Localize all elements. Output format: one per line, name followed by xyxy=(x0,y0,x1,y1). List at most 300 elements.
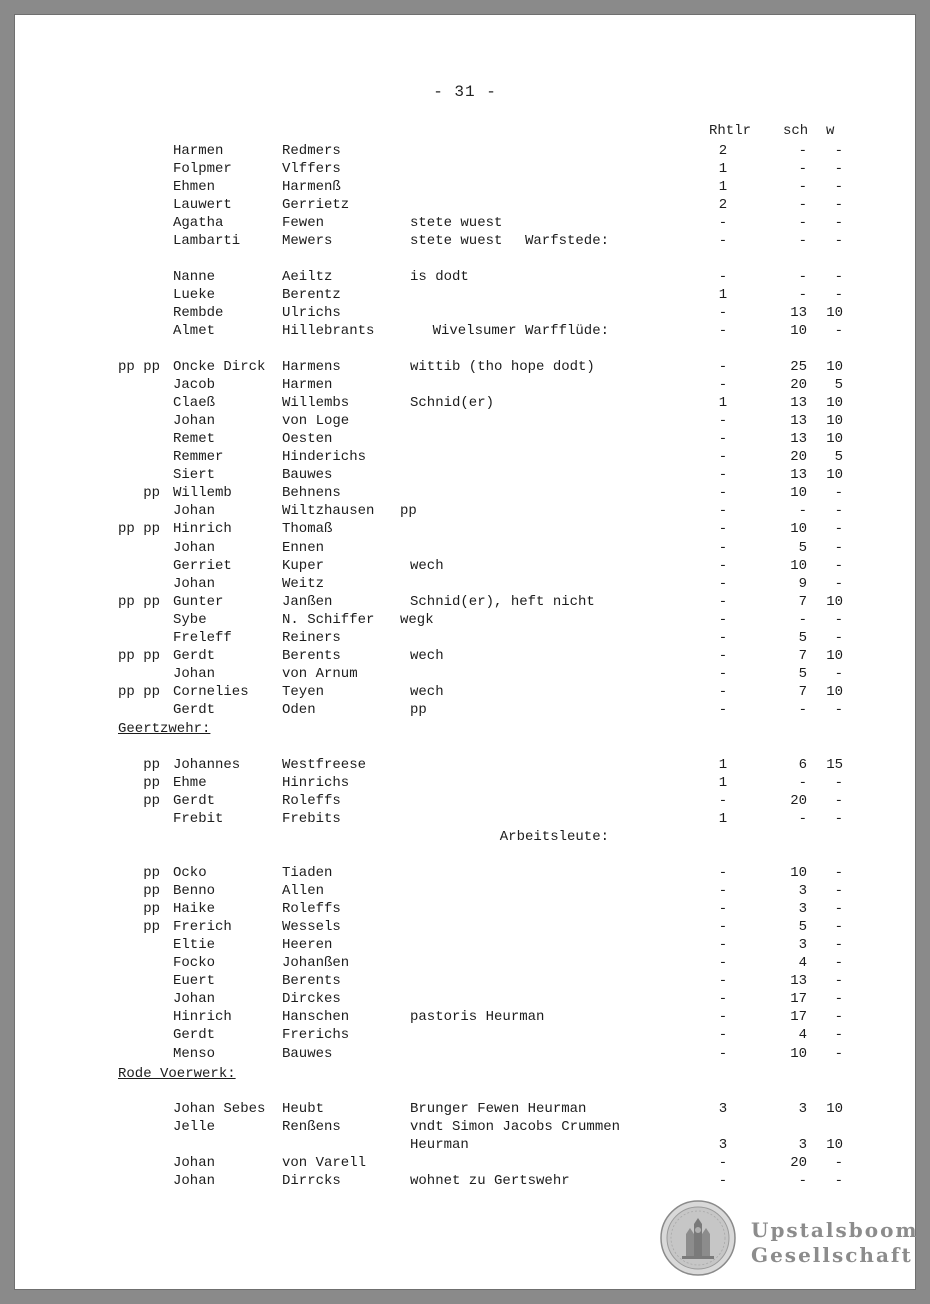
value-sch: - xyxy=(798,215,807,232)
value-w: - xyxy=(834,485,843,502)
first-name: Almet xyxy=(173,323,216,340)
value-rhtlr: 3 xyxy=(718,1101,728,1117)
value-sch: 20 xyxy=(790,793,807,810)
value-w: - xyxy=(834,1027,843,1044)
note: Schnid(er), heft nicht xyxy=(410,593,595,610)
value-w: - xyxy=(834,215,843,232)
table-row xyxy=(15,502,915,520)
value-sch: 13 xyxy=(790,413,807,430)
header-sch: sch xyxy=(783,123,809,139)
table-row xyxy=(15,629,915,647)
value-rhtlr: - xyxy=(718,557,728,574)
first-name: Sybe xyxy=(173,611,207,628)
pp-mark: pp xyxy=(118,919,161,936)
last-name: Oesten xyxy=(282,431,333,448)
value-w: - xyxy=(834,775,843,792)
value-rhtlr: - xyxy=(718,593,728,610)
last-name: Wiltzhausen xyxy=(282,503,375,520)
note: wech xyxy=(410,647,444,664)
first-name: Remmer xyxy=(173,449,224,466)
value-w: 10 xyxy=(826,467,843,484)
value-rhtlr: - xyxy=(718,503,728,520)
value-w: - xyxy=(834,811,843,828)
last-name: Redmers xyxy=(282,143,341,159)
value-rhtlr: - xyxy=(718,883,728,900)
first-name: Harmen xyxy=(173,143,224,159)
first-name: Agatha xyxy=(173,215,224,232)
value-sch: - xyxy=(798,775,807,792)
last-name: Westfreese xyxy=(282,757,367,773)
table-row xyxy=(15,1172,915,1190)
value-rhtlr: - xyxy=(718,485,728,502)
table-row xyxy=(15,394,915,412)
note: wegk xyxy=(400,611,434,628)
value-sch: 20 xyxy=(790,377,807,394)
value-sch: 10 xyxy=(790,521,807,538)
table-row xyxy=(15,1100,915,1118)
table-row xyxy=(15,214,915,232)
last-name: Heeren xyxy=(282,937,333,954)
value-rhtlr: - xyxy=(718,1173,728,1190)
subheading-arbeitsleute: Arbeitsleute: xyxy=(499,829,609,845)
value-w: 10 xyxy=(826,1137,843,1154)
value-w: - xyxy=(834,557,843,574)
header-rhtlr: Rhtlr xyxy=(709,123,752,139)
value-sch: 3 xyxy=(798,1101,807,1117)
note: wech xyxy=(410,557,444,574)
last-name: Hinderichs xyxy=(282,449,367,466)
first-name: Nanne xyxy=(173,269,216,285)
seal-icon xyxy=(660,1200,736,1276)
first-name: Eltie xyxy=(173,937,216,954)
last-name: Thomaß xyxy=(282,521,333,538)
value-w: - xyxy=(834,1045,843,1062)
value-rhtlr: - xyxy=(718,467,728,484)
last-name: Willembs xyxy=(282,395,350,412)
table-row xyxy=(15,268,915,286)
pp-mark: pp xyxy=(118,775,161,792)
table-row xyxy=(15,1154,915,1172)
first-name: Remet xyxy=(173,431,216,448)
value-w: - xyxy=(834,883,843,900)
value-sch: 6 xyxy=(798,757,807,773)
first-name: Euert xyxy=(173,973,216,990)
value-sch: 10 xyxy=(790,557,807,574)
value-rhtlr: 2 xyxy=(718,197,728,214)
first-name: Johan xyxy=(173,665,216,682)
value-rhtlr: - xyxy=(718,647,728,664)
value-sch: 4 xyxy=(798,955,807,972)
first-name: Johannes xyxy=(173,757,241,773)
value-w: - xyxy=(834,901,843,918)
note: wech xyxy=(410,683,444,700)
table-row xyxy=(15,484,915,502)
value-w: - xyxy=(834,503,843,520)
first-name: Gerdt xyxy=(173,647,216,664)
note: pastoris Heurman xyxy=(410,1009,545,1026)
value-rhtlr: - xyxy=(718,575,728,592)
value-rhtlr: - xyxy=(718,305,728,322)
value-sch: 5 xyxy=(798,665,807,682)
value-w: - xyxy=(834,611,843,628)
value-w: 10 xyxy=(826,413,843,430)
first-name: Cornelies xyxy=(173,683,249,700)
last-name: Aeiltz xyxy=(282,269,333,285)
table-row xyxy=(15,756,915,774)
value-w: 10 xyxy=(826,431,843,448)
value-sch: - xyxy=(798,143,807,159)
last-name: Renßens xyxy=(282,1119,341,1136)
first-name: Haike xyxy=(173,901,216,918)
last-name: Frebits xyxy=(282,811,341,828)
note: wittib (tho hope dodt) xyxy=(410,359,595,375)
value-w: - xyxy=(834,629,843,646)
value-w: 5 xyxy=(834,377,843,394)
value-rhtlr: 1 xyxy=(718,395,728,412)
last-name: Oden xyxy=(282,701,316,718)
value-sch: 17 xyxy=(790,991,807,1008)
value-rhtlr: - xyxy=(718,359,728,375)
brand-line-1: Upstalsboom xyxy=(751,1218,919,1242)
last-name: Hanschen xyxy=(282,1009,350,1026)
first-name: Siert xyxy=(173,467,216,484)
value-sch: - xyxy=(798,503,807,520)
value-sch: - xyxy=(798,611,807,628)
last-name: von Loge xyxy=(282,413,350,430)
value-w: - xyxy=(834,973,843,990)
table-row xyxy=(15,539,915,557)
first-name: Johan xyxy=(173,1155,216,1172)
first-name: Lauwert xyxy=(173,197,232,214)
value-w: - xyxy=(834,1009,843,1026)
table-row xyxy=(15,1045,915,1063)
value-rhtlr: - xyxy=(718,1045,728,1062)
value-rhtlr: - xyxy=(718,701,728,718)
section-geertzwehr: Geertzwehr: xyxy=(118,721,211,737)
value-sch: 13 xyxy=(790,467,807,484)
value-w: - xyxy=(834,793,843,810)
value-sch: - xyxy=(798,701,807,718)
value-rhtlr: - xyxy=(718,683,728,700)
value-w: 15 xyxy=(826,757,843,773)
value-sch: 7 xyxy=(798,647,807,664)
first-name: Willemb xyxy=(173,485,232,502)
subheading-wivelsumer: Wivelsumer Warfflüde: xyxy=(432,323,609,339)
first-name: Rembde xyxy=(173,305,224,322)
value-sch: 3 xyxy=(798,901,807,918)
last-name: Janßen xyxy=(282,593,333,610)
table-row xyxy=(15,557,915,575)
value-rhtlr: 1 xyxy=(718,179,728,196)
pp-mark: pp xyxy=(118,485,161,502)
last-name: Dirckes xyxy=(282,991,341,1008)
value-w: 10 xyxy=(826,359,843,375)
table-row xyxy=(15,647,915,665)
value-w: 5 xyxy=(834,449,843,466)
value-w: - xyxy=(834,179,843,196)
value-sch: 20 xyxy=(790,449,807,466)
value-sch: - xyxy=(798,287,807,304)
value-sch: - xyxy=(798,161,807,178)
last-name: Harmen xyxy=(282,377,333,394)
value-w: - xyxy=(834,161,843,178)
value-rhtlr: - xyxy=(718,901,728,918)
table-row xyxy=(15,665,915,683)
value-w: 10 xyxy=(826,593,843,610)
first-name: Frebit xyxy=(173,811,224,828)
first-name: Gerdt xyxy=(173,1027,216,1044)
last-name: Allen xyxy=(282,883,325,900)
value-sch: 3 xyxy=(798,883,807,900)
table-row xyxy=(15,900,915,918)
value-rhtlr: - xyxy=(718,269,728,285)
value-sch: - xyxy=(798,233,807,250)
first-name: Lambarti xyxy=(173,233,241,250)
first-name: Jacob xyxy=(173,377,216,394)
first-name: Johan xyxy=(173,1173,216,1190)
value-w: 10 xyxy=(826,395,843,412)
last-name: Bauwes xyxy=(282,1045,333,1062)
note: pp xyxy=(400,503,417,520)
value-w: - xyxy=(834,269,843,285)
value-rhtlr: 1 xyxy=(718,775,728,792)
value-rhtlr: 1 xyxy=(718,287,728,304)
first-name: Johan xyxy=(173,991,216,1008)
pp-mark: pp xyxy=(118,865,161,881)
pp-mark: pp pp xyxy=(118,593,161,610)
note: Heurman xyxy=(410,1137,469,1154)
page-number: - 31 - xyxy=(433,83,497,101)
value-w: - xyxy=(834,521,843,538)
last-name: Bauwes xyxy=(282,467,333,484)
table-row xyxy=(15,774,915,792)
table-row xyxy=(15,918,915,936)
value-sch: 20 xyxy=(790,1155,807,1172)
pp-mark: pp xyxy=(118,901,161,918)
value-w: - xyxy=(834,287,843,304)
value-rhtlr: - xyxy=(718,611,728,628)
value-rhtlr: - xyxy=(718,865,728,881)
value-sch: - xyxy=(798,811,807,828)
value-sch: 3 xyxy=(798,1137,807,1154)
value-sch: 10 xyxy=(790,1045,807,1062)
pp-mark: pp xyxy=(118,883,161,900)
table-row xyxy=(15,466,915,484)
table-row xyxy=(15,954,915,972)
last-name: Dirrcks xyxy=(282,1173,341,1190)
table-row xyxy=(15,376,915,394)
note: stete wuest xyxy=(410,233,503,250)
note: vndt Simon Jacobs Crummen xyxy=(410,1119,621,1136)
value-sch: 13 xyxy=(790,305,807,322)
first-name: Hinrich xyxy=(173,1009,232,1026)
value-sch: 5 xyxy=(798,629,807,646)
value-sch: 3 xyxy=(798,937,807,954)
value-rhtlr: - xyxy=(718,323,728,340)
value-rhtlr: - xyxy=(718,413,728,430)
value-w: 10 xyxy=(826,683,843,700)
table-row xyxy=(15,520,915,538)
value-rhtlr: - xyxy=(718,793,728,810)
last-name: Harmenß xyxy=(282,179,341,196)
last-name: Hillebrants xyxy=(282,323,375,340)
header-w: w xyxy=(826,123,835,139)
last-name: Fewen xyxy=(282,215,325,232)
first-name: Jelle xyxy=(173,1119,216,1136)
value-rhtlr: - xyxy=(718,1009,728,1026)
value-rhtlr: 1 xyxy=(718,811,728,828)
value-rhtlr: - xyxy=(718,1155,728,1172)
last-name: von Arnum xyxy=(282,665,358,682)
first-name: Lueke xyxy=(173,287,216,304)
last-name: Gerrietz xyxy=(282,197,350,214)
first-name: Gerriet xyxy=(173,557,232,574)
value-w: - xyxy=(834,1155,843,1172)
value-w: - xyxy=(834,197,843,214)
table-row xyxy=(15,142,915,160)
pp-mark: pp pp xyxy=(118,683,161,700)
last-name: Tiaden xyxy=(282,865,333,881)
value-sch: 5 xyxy=(798,539,807,556)
value-sch: 13 xyxy=(790,431,807,448)
value-w: 10 xyxy=(826,305,843,322)
value-w: 10 xyxy=(826,647,843,664)
table-row xyxy=(15,286,915,304)
value-sch: - xyxy=(798,197,807,214)
value-w: - xyxy=(834,865,843,881)
table-row xyxy=(15,1008,915,1026)
value-rhtlr: 3 xyxy=(718,1137,728,1154)
value-w: - xyxy=(834,323,843,340)
first-name: Johan xyxy=(173,413,216,430)
section-rode-voerwerk: Rode Voerwerk: xyxy=(118,1066,236,1082)
value-sch: 4 xyxy=(798,1027,807,1044)
last-name: Berents xyxy=(282,973,341,990)
value-sch: 5 xyxy=(798,919,807,936)
table-row xyxy=(15,1136,915,1154)
value-sch: 9 xyxy=(798,575,807,592)
value-sch: 10 xyxy=(790,865,807,881)
table-row xyxy=(15,864,915,882)
first-name: Benno xyxy=(173,883,216,900)
table-row xyxy=(15,593,915,611)
table-row xyxy=(15,972,915,990)
table-row xyxy=(15,810,915,828)
value-rhtlr: - xyxy=(718,521,728,538)
first-name: Johan xyxy=(173,575,216,592)
note: wohnet zu Gertswehr xyxy=(410,1173,570,1190)
table-row xyxy=(15,936,915,954)
value-sch: 7 xyxy=(798,683,807,700)
table-row xyxy=(15,358,915,376)
first-name: Ocko xyxy=(173,865,207,881)
value-sch: 25 xyxy=(790,359,807,375)
value-rhtlr: 2 xyxy=(718,143,728,159)
value-sch: 13 xyxy=(790,973,807,990)
table-row xyxy=(15,304,915,322)
value-rhtlr: - xyxy=(718,665,728,682)
last-name: Hinrichs xyxy=(282,775,350,792)
note: pp xyxy=(410,701,427,718)
table-row xyxy=(15,575,915,593)
table-row xyxy=(15,1118,915,1136)
last-name: Ulrichs xyxy=(282,305,341,322)
table-row xyxy=(15,611,915,629)
value-w: - xyxy=(834,701,843,718)
last-name: Wessels xyxy=(282,919,341,936)
value-sch: 7 xyxy=(798,593,807,610)
last-name: Ennen xyxy=(282,539,325,556)
value-w: - xyxy=(834,955,843,972)
value-sch: 13 xyxy=(790,395,807,412)
first-name: Gerdt xyxy=(173,701,216,718)
pp-mark: pp xyxy=(118,793,161,810)
first-name: Oncke Dirck xyxy=(173,359,266,375)
value-w: - xyxy=(834,919,843,936)
first-name: Johan xyxy=(173,503,216,520)
value-rhtlr: - xyxy=(718,233,728,250)
table-row xyxy=(15,683,915,701)
value-rhtlr: - xyxy=(718,955,728,972)
table-row xyxy=(15,990,915,1008)
value-rhtlr: - xyxy=(718,919,728,936)
value-sch: - xyxy=(798,1173,807,1190)
pp-mark: pp pp xyxy=(118,647,161,664)
pp-mark: pp xyxy=(118,757,161,773)
first-name: Hinrich xyxy=(173,521,232,538)
note: is dodt xyxy=(410,269,469,285)
table-row xyxy=(15,430,915,448)
table-row xyxy=(15,1026,915,1044)
value-rhtlr: - xyxy=(718,991,728,1008)
last-name: Berents xyxy=(282,647,341,664)
last-name: Roleffs xyxy=(282,901,341,918)
last-name: Weitz xyxy=(282,575,325,592)
last-name: Behnens xyxy=(282,485,341,502)
first-name: Ehme xyxy=(173,775,207,792)
value-rhtlr: - xyxy=(718,937,728,954)
value-sch: 10 xyxy=(790,323,807,340)
value-sch: - xyxy=(798,179,807,196)
first-name: Focko xyxy=(173,955,216,972)
note: stete wuest xyxy=(410,215,503,232)
value-w: - xyxy=(834,1173,843,1190)
last-name: N. Schiffer xyxy=(282,611,375,628)
value-sch: 17 xyxy=(790,1009,807,1026)
value-rhtlr: - xyxy=(718,215,728,232)
value-rhtlr: - xyxy=(718,629,728,646)
last-name: Johanßen xyxy=(282,955,350,972)
value-sch: - xyxy=(798,269,807,285)
value-w: - xyxy=(834,665,843,682)
table-row xyxy=(15,701,915,719)
value-w: 10 xyxy=(826,1101,843,1117)
note: Schnid(er) xyxy=(410,395,495,412)
value-rhtlr: - xyxy=(718,377,728,394)
first-name: Gerdt xyxy=(173,793,216,810)
first-name: Gunter xyxy=(173,593,224,610)
table-row xyxy=(15,160,915,178)
document-page xyxy=(15,15,919,1289)
value-w: - xyxy=(834,991,843,1008)
value-rhtlr: - xyxy=(718,973,728,990)
last-name: Teyen xyxy=(282,683,325,700)
value-rhtlr: 1 xyxy=(718,161,728,178)
last-name: Berentz xyxy=(282,287,341,304)
last-name: Frerichs xyxy=(282,1027,350,1044)
first-name: Freleff xyxy=(173,629,232,646)
value-rhtlr: - xyxy=(718,431,728,448)
